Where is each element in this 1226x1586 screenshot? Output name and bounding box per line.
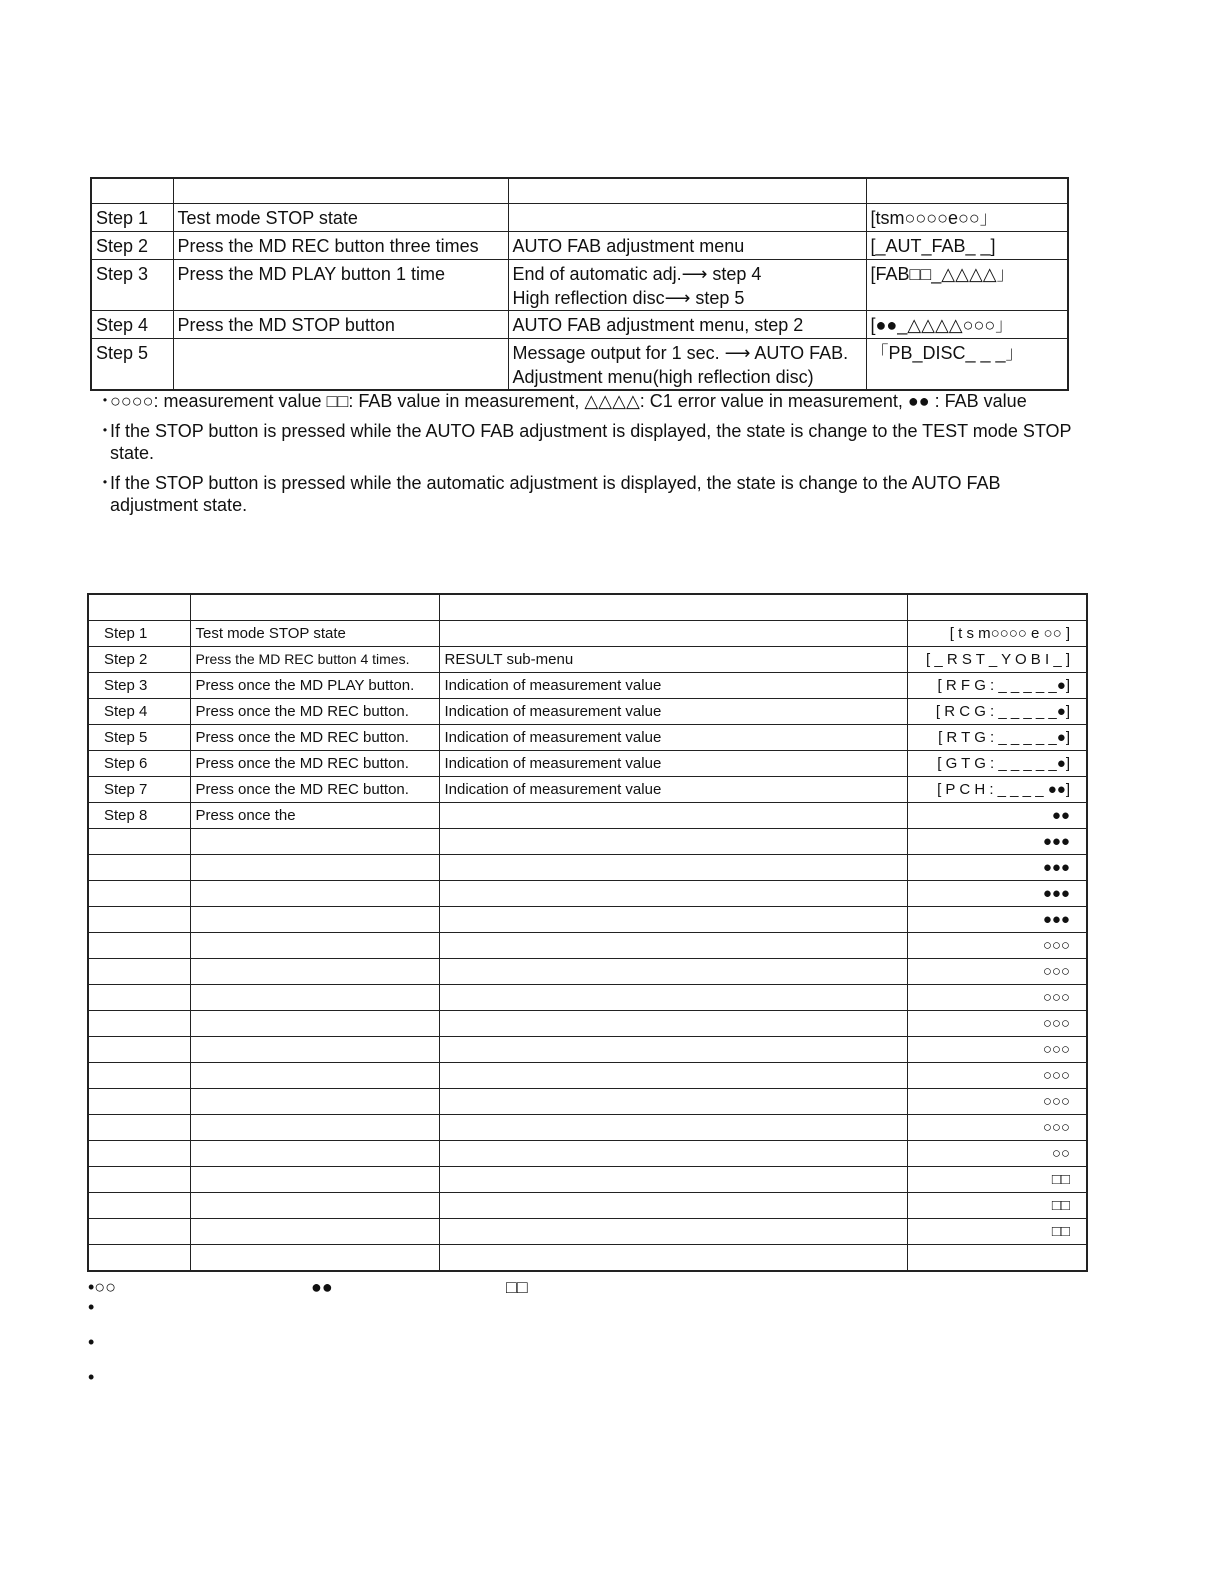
display-cell: ○○○ [907, 1115, 1087, 1141]
table-row [88, 985, 1087, 1011]
step-cell [88, 1245, 190, 1272]
description-cell [439, 829, 907, 855]
description-cell: Indication of measurement value [439, 699, 907, 725]
table-row [88, 1011, 1087, 1037]
description-cell [439, 1089, 907, 1115]
operation-cell [190, 1193, 439, 1219]
table-row [88, 855, 1087, 881]
operation-cell [173, 339, 508, 391]
table-row [91, 232, 1068, 260]
note-item [96, 390, 1076, 412]
bullet: ・ [96, 421, 114, 441]
bullet: • [88, 1332, 95, 1352]
description-cell [508, 339, 866, 391]
step-cell: Step 2 [88, 647, 190, 673]
table-row [88, 647, 1087, 673]
result-submenu-table [87, 593, 1088, 1272]
operation-cell [190, 1167, 439, 1193]
display-cell: ●●● [907, 907, 1087, 933]
step-cell [88, 985, 190, 1011]
operation-cell [190, 985, 439, 1011]
step-cell [88, 829, 190, 855]
table-row [88, 725, 1087, 751]
operation-cell: Press once the MD REC button. [190, 751, 439, 777]
table-row [88, 1167, 1087, 1193]
operation-cell [190, 1141, 439, 1167]
table-row [88, 1037, 1087, 1063]
table-row [88, 673, 1087, 699]
table-row [88, 1141, 1087, 1167]
description-line: High reflection disc⟶ step 5 [512, 288, 745, 308]
operation-cell: Test mode STOP state [190, 621, 439, 647]
legend-item: □□ [506, 1277, 528, 1297]
operation-cell: Press once the MD REC button. [190, 699, 439, 725]
display-cell: ○○○ [907, 1037, 1087, 1063]
step-cell [88, 1037, 190, 1063]
description-cell [508, 204, 866, 232]
display-cell: ○○○ [907, 959, 1087, 985]
bullet: ・ [96, 473, 114, 493]
display-cell: [ _ R S T _ Y O B I _ ] [907, 647, 1087, 673]
step-cell [88, 933, 190, 959]
display-cell: ●●● [907, 881, 1087, 907]
display-cell: [ P C H : _ _ _ _ ●●] [907, 777, 1087, 803]
description-cell [439, 1193, 907, 1219]
display-cell: □□ [907, 1193, 1087, 1219]
display-cell: [ t s m○○○○ e ○○ ] [907, 621, 1087, 647]
step-cell [88, 881, 190, 907]
description-cell: Indication of measurement value [439, 777, 907, 803]
operation-cell: Press once the MD REC button. [190, 777, 439, 803]
description-cell: Indication of measurement value [439, 725, 907, 751]
description-cell [439, 1037, 907, 1063]
table-row [88, 699, 1087, 725]
operation-cell: Press the MD REC button three times [173, 232, 508, 260]
table-row [91, 311, 1068, 339]
description-cell: Indication of measurement value [439, 751, 907, 777]
step-cell [88, 1167, 190, 1193]
step-cell: Step 4 [91, 311, 173, 339]
description-cell [439, 855, 907, 881]
table-row [91, 204, 1068, 232]
bullet: ・ [96, 391, 114, 411]
table-row [88, 803, 1087, 829]
display-cell: [●●_△△△△○○○」 [866, 311, 1068, 339]
step-cell [88, 855, 190, 881]
operation-cell [190, 1037, 439, 1063]
table-row [88, 777, 1087, 803]
display-cell: □□ [907, 1219, 1087, 1245]
operation-cell [190, 1219, 439, 1245]
operation-cell [190, 1089, 439, 1115]
step-cell: Step 3 [88, 673, 190, 699]
operation-cell: Press the MD STOP button [173, 311, 508, 339]
operation-cell [190, 959, 439, 985]
table-row [88, 1245, 1087, 1272]
description-cell [508, 260, 866, 311]
bullet: • [88, 1367, 95, 1387]
operation-cell [190, 829, 439, 855]
operation-cell [190, 1115, 439, 1141]
operation-cell: Press once the [190, 803, 439, 829]
description-line: Adjustment menu(high reflection disc) [512, 367, 814, 387]
description-cell [439, 803, 907, 829]
table-row [88, 751, 1087, 777]
bullet: • [88, 1297, 95, 1317]
note-item [96, 420, 1076, 464]
display-cell: ○○○ [907, 985, 1087, 1011]
description-cell [439, 1063, 907, 1089]
table-row [88, 881, 1087, 907]
step-cell [88, 959, 190, 985]
legend-item: •○○ [88, 1277, 117, 1297]
step-cell: Step 1 [91, 204, 173, 232]
note-item [96, 472, 1076, 516]
description-cell [439, 1011, 907, 1037]
table-row [88, 1063, 1087, 1089]
description-line: End of automatic adj.⟶ step 4 [512, 264, 762, 284]
table-header-row [88, 594, 1087, 621]
description-cell [439, 1141, 907, 1167]
display-cell: □□ [907, 1167, 1087, 1193]
operation-cell: Press once the MD PLAY button. [190, 673, 439, 699]
display-cell: [ R T G : _ _ _ _ _●] [907, 725, 1087, 751]
table-row [88, 1193, 1087, 1219]
step-cell [88, 1011, 190, 1037]
description-cell [439, 1219, 907, 1245]
display-cell: ●●● [907, 829, 1087, 855]
description-cell [439, 1245, 907, 1272]
description-cell [439, 959, 907, 985]
description-cell: AUTO FAB adjustment menu, step 2 [508, 311, 866, 339]
step-cell [88, 907, 190, 933]
display-cell: ○○ [907, 1141, 1087, 1167]
description-cell: Indication of measurement value [439, 673, 907, 699]
description-cell [439, 881, 907, 907]
description-cell [439, 985, 907, 1011]
table-row [88, 1089, 1087, 1115]
operation-cell [190, 933, 439, 959]
display-cell: [FAB□□_△△△△」 [866, 260, 1068, 311]
legend-item: ●● [311, 1277, 333, 1297]
step-cell [88, 1219, 190, 1245]
step-cell: Step 8 [88, 803, 190, 829]
table-row [91, 339, 1068, 391]
display-cell: [ R C G : _ _ _ _ _●] [907, 699, 1087, 725]
description-cell [439, 933, 907, 959]
display-cell: [tsm○○○○e○○」 [866, 204, 1068, 232]
operation-cell: Press once the MD REC button. [190, 725, 439, 751]
step-cell [88, 1089, 190, 1115]
step-cell [88, 1193, 190, 1219]
description-cell: RESULT sub-menu [439, 647, 907, 673]
step-cell: Step 4 [88, 699, 190, 725]
note-text: If the STOP button is pressed while the AUTO FAB adjustment is displayed, the state is change to the TEST mode STOP state. [110, 421, 1072, 463]
note-text: If the STOP button is pressed while the automatic adjustment is displayed, the state is change to the AUTO FAB adjustment state. [110, 473, 1001, 515]
step-cell: Step 5 [91, 339, 173, 391]
step-cell: Step 3 [91, 260, 173, 311]
table-row [88, 907, 1087, 933]
step-cell: Step 6 [88, 751, 190, 777]
description-cell: AUTO FAB adjustment menu [508, 232, 866, 260]
step-cell [88, 1141, 190, 1167]
display-cell: ●●● [907, 855, 1087, 881]
display-cell: [_AUT_FAB_ _] [866, 232, 1068, 260]
table-row [88, 829, 1087, 855]
operation-cell [190, 1063, 439, 1089]
step-cell: Step 5 [88, 725, 190, 751]
display-cell: ○○○ [907, 1063, 1087, 1089]
step-cell: Step 1 [88, 621, 190, 647]
display-cell: [ G T G : _ _ _ _ _●] [907, 751, 1087, 777]
operation-cell [190, 881, 439, 907]
operation-cell: Test mode STOP state [173, 204, 508, 232]
table-row [88, 959, 1087, 985]
description-cell [439, 907, 907, 933]
display-cell: ○○○ [907, 1011, 1087, 1037]
table-row [88, 621, 1087, 647]
table-row [88, 933, 1087, 959]
notes-list [96, 390, 1076, 524]
step-cell: Step 7 [88, 777, 190, 803]
description-cell [439, 621, 907, 647]
display-cell [907, 1245, 1087, 1272]
auto-fab-table [90, 177, 1069, 391]
table-row [88, 1219, 1087, 1245]
step-cell [88, 1063, 190, 1089]
step-cell: Step 2 [91, 232, 173, 260]
note-text: ○○○○: measurement value □□: FAB value in measurement, △△△△: C1 error value in measurement, ●● : FAB value [110, 391, 1027, 411]
operation-cell [190, 1245, 439, 1272]
display-cell: ●● [907, 803, 1087, 829]
description-cell [439, 1167, 907, 1193]
display-cell: ○○○ [907, 933, 1087, 959]
operation-cell: Press the MD PLAY button 1 time [173, 260, 508, 311]
display-cell: [ R F G : _ _ _ _ _●] [907, 673, 1087, 699]
operation-cell: Press the MD REC button 4 times. [190, 647, 439, 673]
display-cell: 「PB_DISC_ _ _」 [866, 339, 1068, 391]
operation-cell [190, 855, 439, 881]
table-row [91, 260, 1068, 311]
table-header-row [91, 178, 1068, 204]
description-cell [439, 1115, 907, 1141]
operation-cell [190, 1011, 439, 1037]
step-cell [88, 1115, 190, 1141]
table-row [88, 1115, 1087, 1141]
description-line: Message output for 1 sec. ⟶ AUTO FAB. [512, 343, 849, 363]
display-cell: ○○○ [907, 1089, 1087, 1115]
operation-cell [190, 907, 439, 933]
